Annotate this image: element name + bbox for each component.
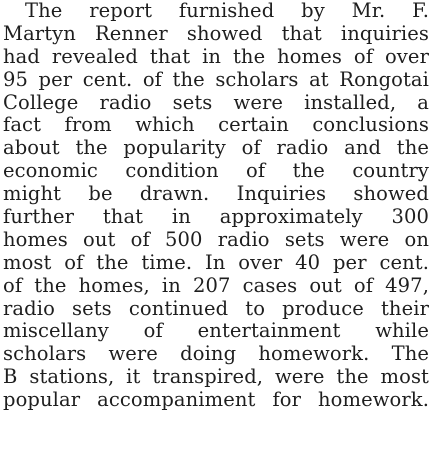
text-line: might be drawn. Inquiries showed: [3, 182, 429, 206]
text-line: economic condition of the country: [3, 159, 429, 183]
text-line: 95 per cent. of the scholars at Rongotai: [3, 67, 429, 91]
text-line: B stations, it transpired, were the most: [3, 365, 429, 389]
text-line: The report furnished by Mr. F.: [25, 0, 429, 22]
text-line: about the popularity of radio and the: [3, 136, 429, 160]
text-line: fact from which certain conclusions: [3, 113, 429, 137]
text-line: of the homes, in 207 cases out of 497,: [3, 273, 429, 297]
text-line: most of the time. In over 40 per cent.: [3, 250, 429, 274]
text-line: further that in approximately 300: [3, 205, 429, 229]
text-line: radio sets continued to produce their: [3, 296, 429, 320]
text-line: popular accompaniment for homework.: [3, 388, 429, 412]
text-line: scholars were doing homework. The: [3, 342, 429, 366]
text-line: homes out of 500 radio sets were on: [3, 227, 429, 251]
text-line: miscellany of entertainment while: [3, 319, 429, 343]
text-line: College radio sets were installed, a: [3, 90, 429, 114]
text-line: had revealed that in the homes of over: [3, 44, 429, 68]
text-line: Martyn Renner showed that inquiries: [3, 21, 429, 45]
newspaper-paragraph: [3, 0, 429, 412]
